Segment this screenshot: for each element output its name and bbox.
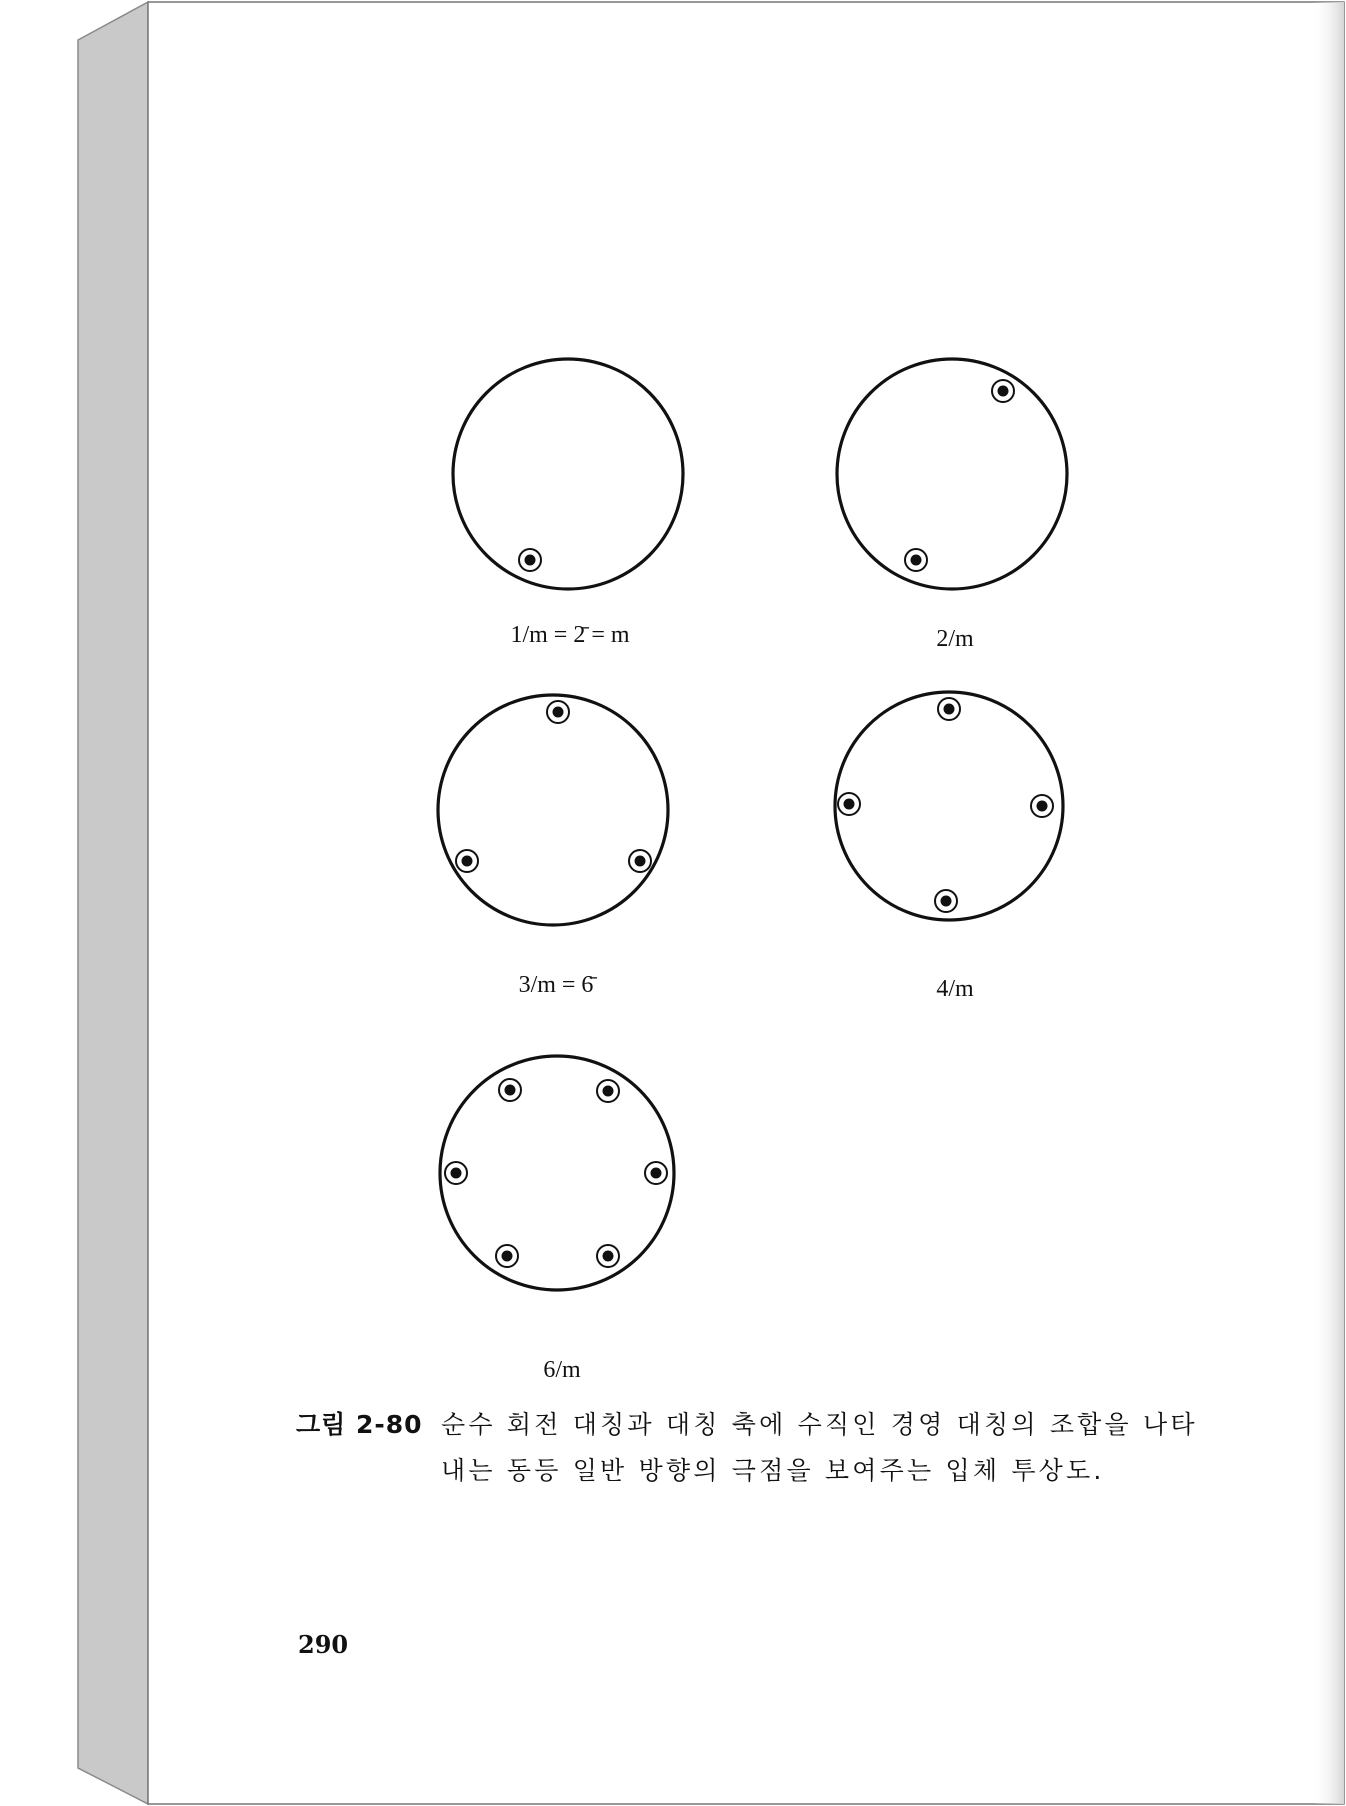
pole-dot-4m-2 (1037, 801, 1048, 812)
page-surface (148, 2, 1344, 1804)
figure-caption (296, 1402, 1216, 1494)
pole-dot-6m-0 (505, 1085, 516, 1096)
figure-label: 그림 2-80 (296, 1410, 423, 1439)
pole-dot-6m-3 (651, 1168, 662, 1179)
pole-dot-6m-5 (603, 1251, 614, 1262)
pole-dot-1m-0 (525, 555, 536, 566)
pole-dot-6m-1 (603, 1086, 614, 1097)
pole-dot-2m-0 (998, 386, 1009, 397)
diagram-label-6m: 6/m (543, 1357, 581, 1383)
pole-dot-3m-2 (635, 856, 646, 867)
pole-dot-3m-0 (553, 707, 564, 718)
diagram-label-2m: 2/m (936, 626, 974, 652)
diagram-label-4m: 4/m (936, 976, 974, 1002)
page-number: 290 (298, 1630, 349, 1659)
diagram-label-1m: 1/m = 2̄ = m (510, 622, 630, 648)
book-side-edge (78, 2, 148, 1804)
page-shadow (1312, 2, 1344, 1804)
pole-dot-2m-1 (911, 555, 922, 566)
pole-dot-4m-3 (941, 896, 952, 907)
pole-dot-4m-1 (844, 799, 855, 810)
pole-dot-6m-2 (451, 1168, 462, 1179)
pole-dot-4m-0 (944, 704, 955, 715)
caption-line-1: 순수 회전 대칭과 대칭 축에 수직인 경영 대칭의 조합을 나타 (441, 1410, 1198, 1439)
pole-dot-3m-1 (462, 856, 473, 867)
pole-dot-6m-4 (502, 1251, 513, 1262)
diagram-label-3m: 3/m = 6̄ (518, 972, 594, 998)
caption-line-2: 내는 동등 일반 방향의 극점을 보여주는 입체 투상도. (441, 1456, 1105, 1485)
